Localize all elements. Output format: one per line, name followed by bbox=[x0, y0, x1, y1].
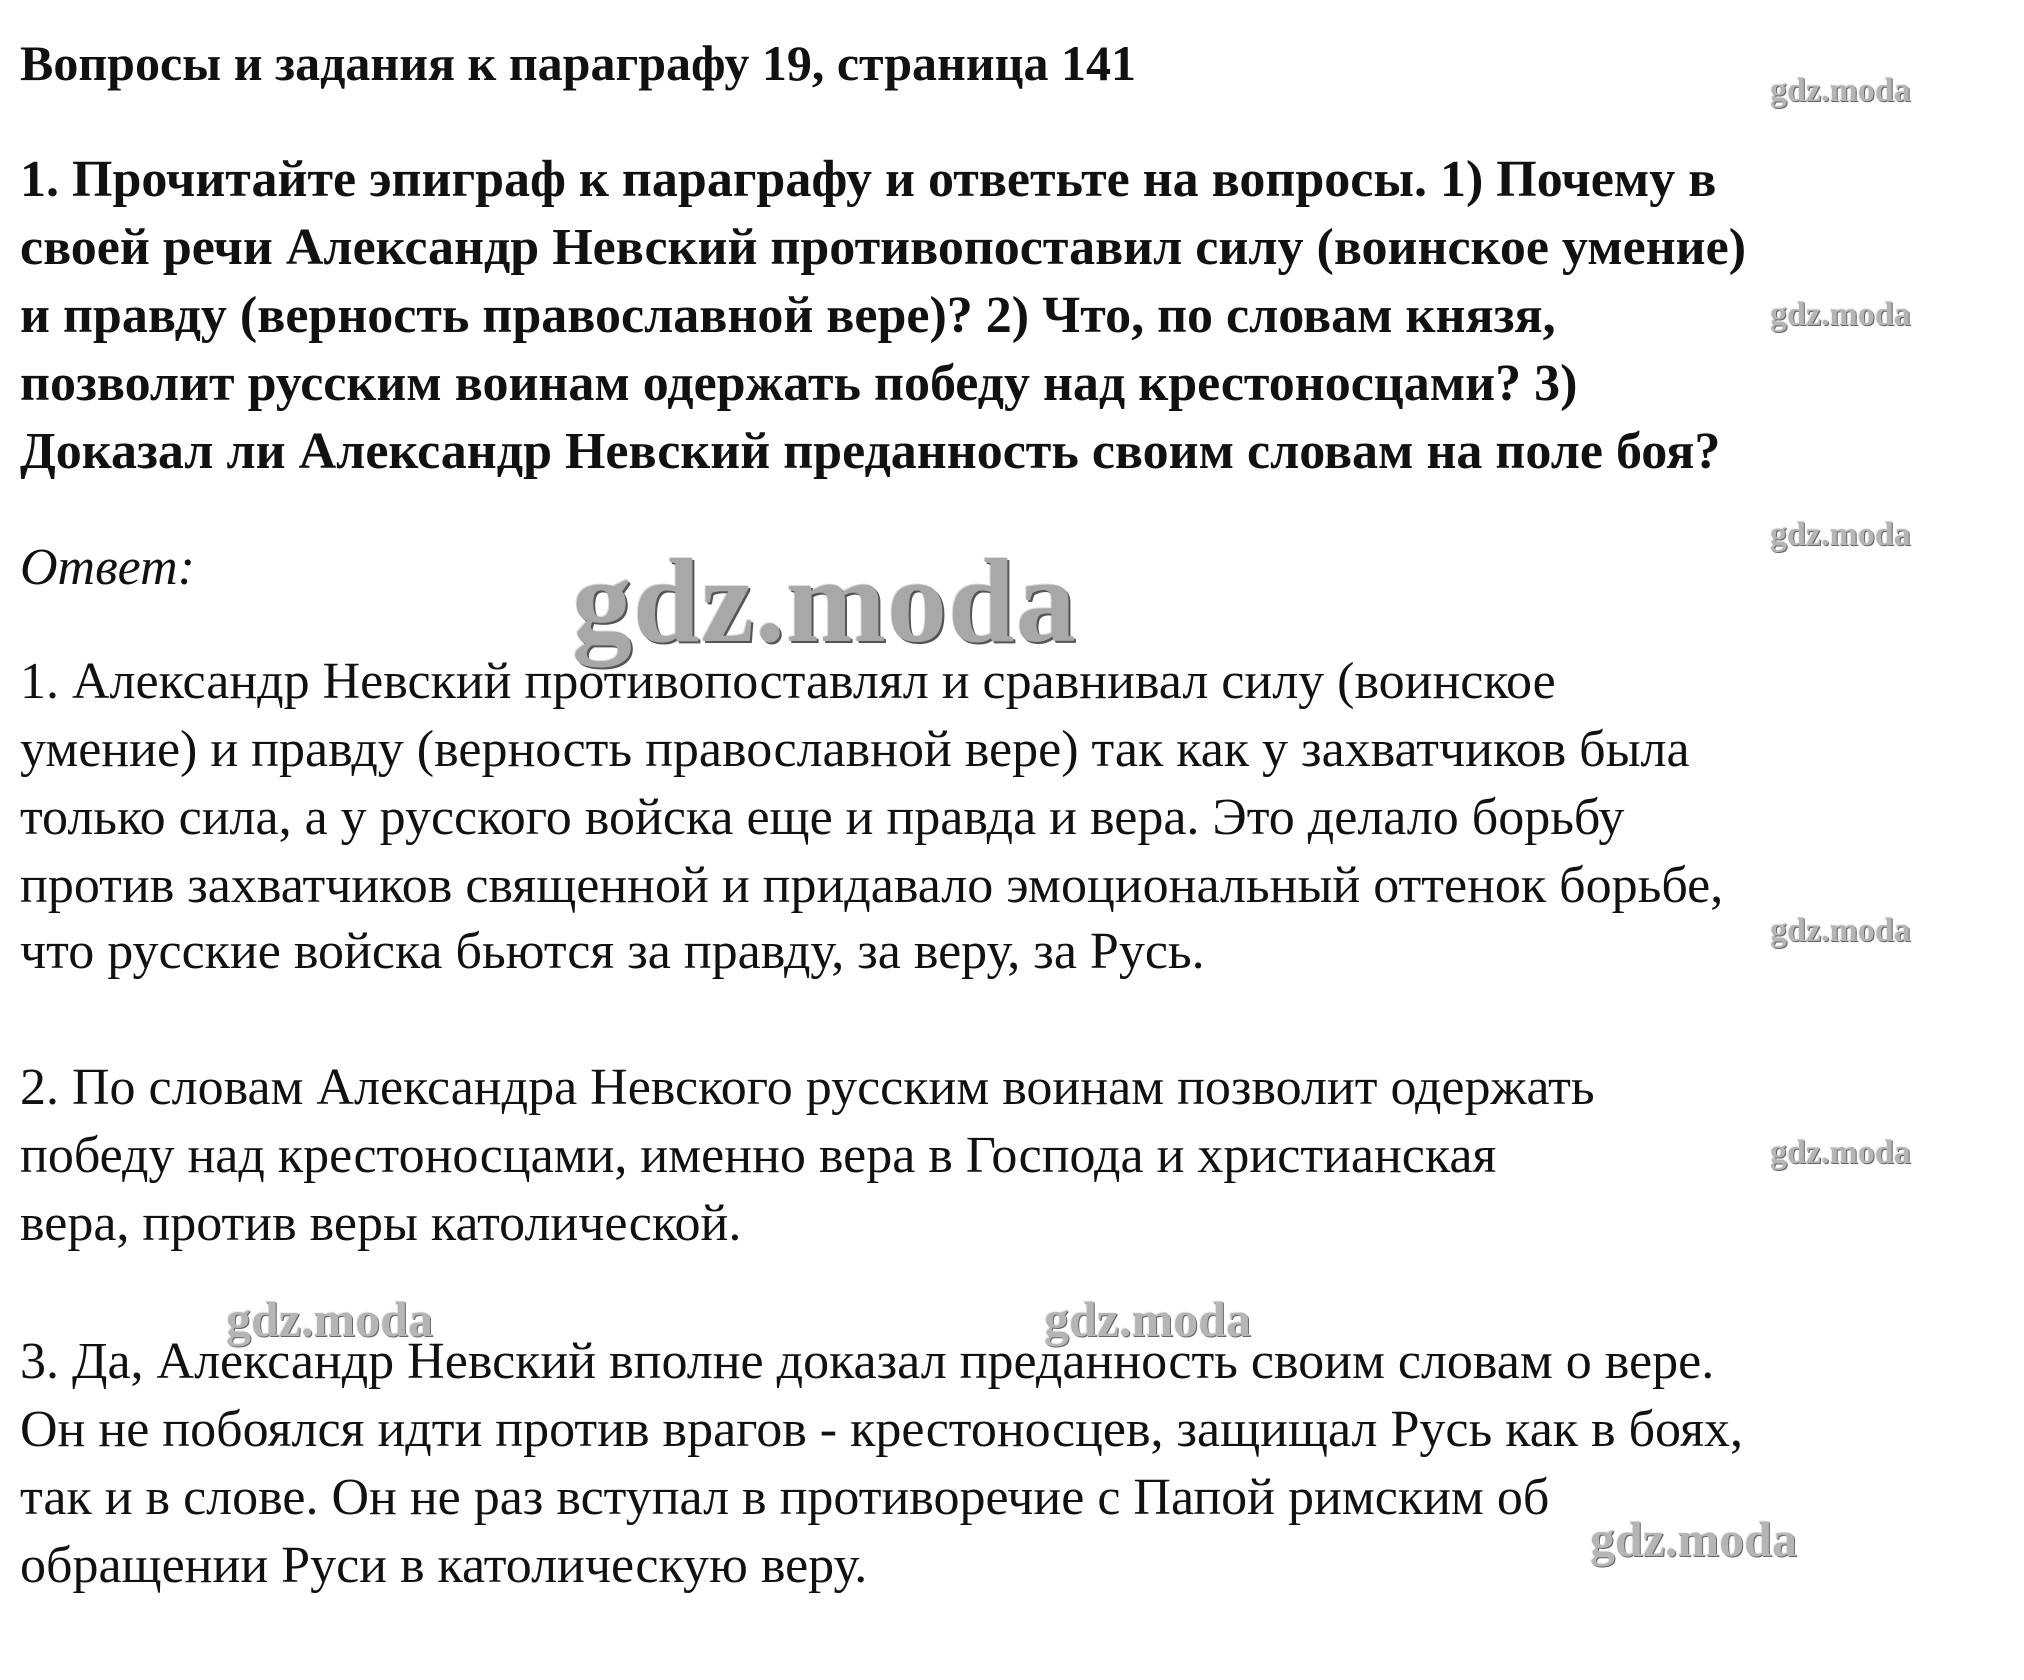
watermark: gdz.moda bbox=[572, 534, 1077, 667]
watermark: gdz.moda bbox=[1044, 1291, 1251, 1347]
answer-label: Ответ: bbox=[20, 539, 195, 596]
watermark: gdz.moda bbox=[1770, 72, 1911, 109]
question-line: позволит русским воинам одержать победу над крестоносцами? 3) bbox=[20, 355, 1578, 412]
watermark: gdz.moda bbox=[1770, 516, 1911, 553]
answer-line: против захватчиков священной и придавало эмоциональный оттенок борьбе, bbox=[20, 857, 1724, 914]
question-line: своей речи Александр Невский противопоставил силу (воинское умение) bbox=[20, 219, 1747, 276]
answer-line: 3. Да, Александр Невский вполне доказал преданность своим словам о вере. bbox=[20, 1333, 1715, 1390]
watermark: gdz.moda bbox=[226, 1291, 433, 1347]
watermark: gdz.moda bbox=[1770, 1134, 1911, 1171]
answer-line: умение) и правду (верность православной вере) так как у захватчиков была bbox=[20, 721, 1690, 778]
answer-line: 1. Александр Невский противопоставлял и сравнивал силу (воинское bbox=[20, 653, 1556, 710]
question-line: Доказал ли Александр Невский преданность своим словам на поле боя? bbox=[20, 423, 1721, 480]
answer-line: победу над крестоносцами, именно вера в Господа и христианская bbox=[20, 1127, 1497, 1184]
watermark: gdz.moda bbox=[1590, 1511, 1797, 1567]
question-line: 1. Прочитайте эпиграф к параграфу и ответьте на вопросы. 1) Почему в bbox=[20, 151, 1717, 208]
page-title: Вопросы и задания к параграфу 19, страница 141 bbox=[20, 35, 1136, 91]
answer-line: Он не побоялся идти против врагов - крестоносцев, защищал Русь как в боях, bbox=[20, 1401, 1743, 1458]
question-line: и правду (верность православной вере)? 2) Что, по словам князя, bbox=[20, 287, 1556, 344]
answer-line: только сила, а у русского войска еще и правда и вера. Это делало борьбу bbox=[20, 789, 1625, 846]
answer-line: так и в слове. Он не раз вступал в противоречие с Папой римским об bbox=[20, 1469, 1550, 1526]
answer-line: вера, против веры католической. bbox=[20, 1195, 742, 1252]
watermark: gdz.moda bbox=[1770, 912, 1911, 949]
answer-line: обращении Руси в католическую веру. bbox=[20, 1537, 868, 1594]
watermark: gdz.moda bbox=[1770, 296, 1911, 333]
answer-line: что русские войска бьются за правду, за веру, за Русь. bbox=[20, 923, 1205, 980]
answer-line: 2. По словам Александра Невского русским воинам позволит одержать bbox=[20, 1059, 1595, 1116]
